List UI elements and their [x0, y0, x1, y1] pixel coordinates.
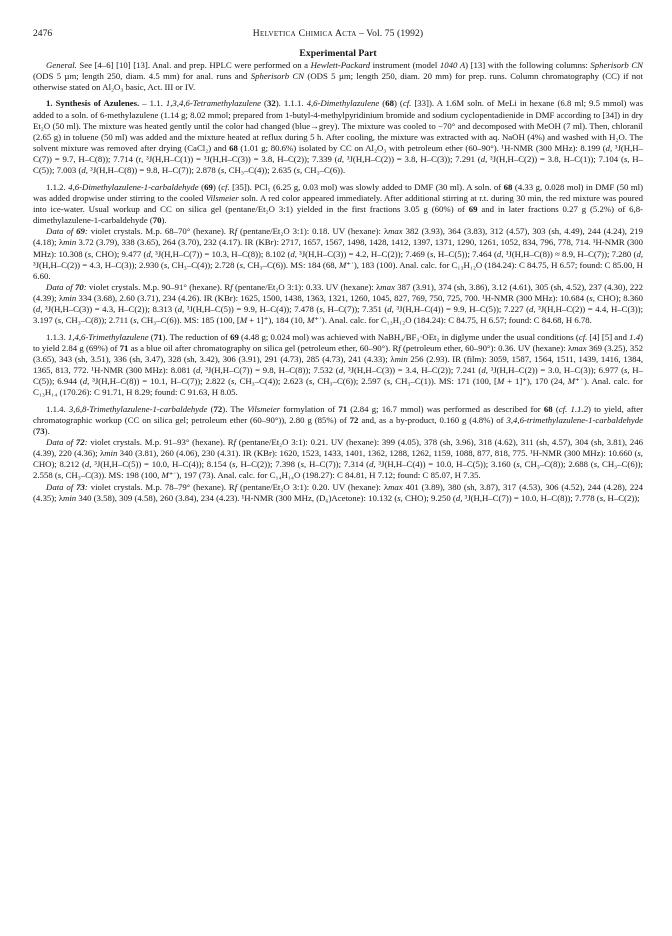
text-run: ³J(H,H–C(8)) = 9.8, H–C(7)); 2.878 (	[87, 165, 221, 176]
text-run: ³J(H,H–C(7)) = 10.0, H–C(8)); 7.778 (	[462, 492, 600, 503]
text-run: ). 1.1.1.	[275, 98, 307, 109]
text-run: [33]). A 1.6M soln. of MeLi in hexane (6.8 ml; 9.5 mmol) was added to a soln. of 6-methylazulene (1.14 g; 8.02 mmol; prepared from 1-butyl-4-methylpyridinium bromide and sodium cyclopentadienide in DMF according to [34]) in dry Et₂O (50 ml). The mixture was heated gently until the color had changed (blue→grey). The mixture was cooled to −70° and decomposed with MeOH (7 ml). Then, chloranil (2.65 g) in toluene (50 ml) was added and the mixture heated at reflux during 5 h. After cooling, the mixture was extracted with aq. NaOH (4%) and washed with H₂O. The solvent mixture was removed after drying (CaCl₂) and	[33, 98, 644, 154]
text-run: 4,6-Dimethylazulene	[306, 98, 380, 109]
text-run: violet crystals. M.p. 68–70° (hexane). R	[87, 226, 235, 237]
text-run: min	[63, 293, 77, 304]
paragraph-data-69	[33, 226, 643, 282]
text-run: 1. Synthesis of Azulenes.	[46, 98, 140, 109]
text-run: d,	[480, 154, 488, 165]
text-run: H–C(2)); 7.398 (	[237, 459, 301, 470]
text-run: s,	[386, 376, 393, 387]
text-run: CH₃–C(6)); 2.597 (	[314, 376, 387, 387]
text-run: Data of	[46, 281, 76, 292]
text-run: s,	[57, 315, 64, 326]
text-run: d,	[605, 143, 613, 154]
text-run: ³J(H,H–C(8)) = 10.1, H–C(7)); 2.822 (	[89, 376, 231, 387]
text-run: s,	[637, 448, 643, 459]
text-run: M	[306, 315, 315, 326]
text-run: 1,3,4,6-Tetramethylazulene	[165, 98, 262, 109]
text-run: s,	[300, 459, 307, 470]
text-run: s,	[163, 259, 170, 270]
text-run: s,	[319, 304, 325, 315]
text-run: 1.1.2.	[46, 181, 69, 192]
text-run: (	[552, 403, 559, 414]
text-run: CH₃–C(6)).	[302, 165, 346, 176]
text-run: d,	[338, 365, 346, 376]
text-run: See [4–6] [10] [13]. Anal. and prep. HPLC were performed on a	[76, 60, 311, 70]
text-run: 69	[468, 203, 478, 214]
text-run: min	[63, 237, 77, 248]
text-run: CH₃–C(4)); 2.623 (	[236, 376, 309, 387]
text-run: ³J(H,H–C(8)) ≈ 8.9, H–C(7)); 7.280 (	[503, 248, 637, 259]
text-run: s,	[220, 165, 227, 176]
text-run: d,	[496, 248, 504, 259]
text-run: s,	[430, 248, 436, 259]
text-run: violet crystals. M.p. 90–91° (hexane). R	[86, 281, 231, 292]
text-run: s,	[133, 315, 139, 326]
text-run: 72	[213, 403, 223, 414]
text-run: CH₃–C(4)); 2.728 (	[169, 259, 240, 270]
text-run: Spherisorb CN	[250, 71, 305, 82]
paragraph-data-70	[33, 282, 643, 327]
text-run: and in later fractions 0.27 g (5.2%) of 6,8-dimethylazulene-1-carbaldehyde (	[33, 203, 643, 226]
text-run: CH₃–C(8)); 2.711 (	[63, 315, 134, 326]
text-run: ) [13] with the following columns:	[465, 60, 591, 70]
text-run: 401 (3.89), 380 (sh, 3.87), 317 (4.53), 306 (4.52), 244 (4.28), 224 (4.35); λ	[33, 481, 644, 503]
text-run: formylation of	[280, 403, 339, 414]
text-run: 369 (3.25), 352 (3.65), 343 (sh, 3.51), 336 (sh, 3.47), 328 (sh, 3.42), 306 (3.91), 291 (4.73), 285 (4.73), 241 (4.33); λ	[33, 342, 643, 364]
text-run: 1.4	[629, 331, 641, 342]
text-run: s,	[593, 459, 600, 470]
text-run: ³J(H,H–C(2)) = 3.0, H–C(3)); 6.977 (	[487, 365, 624, 376]
text-run: (petroleum ether, 60–90°): 0.36. UV (hexane): λ	[400, 342, 573, 353]
paragraph-data-73	[33, 482, 643, 504]
text-run: :	[84, 226, 88, 237]
text-run: (4.33 g, 0.028 mol) in DMF (50 ml) was added dropwise under stirring to the cooled	[33, 181, 643, 203]
text-run: ) (	[212, 181, 222, 192]
text-run: d,	[387, 304, 394, 315]
page-number: 2476	[33, 28, 53, 39]
paragraph-synthesis-69	[33, 182, 643, 227]
text-run: violet crystals. M.p. 91–93° (hexane). R	[87, 437, 234, 447]
text-run: (pentane/Et₂O 3:1): 0.33. UV (hexane): λ	[232, 281, 381, 292]
text-run: (	[379, 98, 386, 109]
text-run: (1.01 g; 80.6%) isolated by CC on Al₂O₃ with petroleum ether (60–90°). ¹H-NMR (300 MHz): 8.199 (	[237, 143, 606, 154]
text-run: H–C(2));	[605, 492, 640, 503]
text-run: 256 (2.93). IR (film): 3059, 1587, 1564, 1511, 1439, 1416, 1384, 1365, 813, 772. ¹H-NMR (300 MHz): 8.081 (	[33, 353, 644, 376]
text-run: 1040 A	[439, 60, 466, 70]
text-run: s,	[623, 154, 630, 165]
text-run: max	[380, 281, 395, 292]
text-run: ).	[44, 425, 50, 436]
text-run: 71	[119, 342, 129, 353]
text-run: 71	[338, 403, 348, 414]
text-run: d,	[196, 365, 203, 376]
text-run: instrument (model	[370, 60, 440, 70]
text-run: CHO); 9.250 (	[402, 492, 456, 503]
text-run: H–C(5)); 7.464 (	[435, 248, 497, 259]
text-run: d,	[337, 154, 345, 165]
text-run: (	[207, 403, 214, 414]
text-run: s,	[231, 376, 237, 387]
text-run: s,	[308, 376, 315, 387]
paragraph-data-72	[33, 437, 643, 482]
text-run: Data of	[46, 437, 76, 447]
text-run: :	[84, 437, 88, 447]
text-run: ). The reduction of	[162, 331, 231, 342]
text-run: violet crystals. M.p. 78–79° (hexane). R	[87, 481, 235, 492]
running-header	[33, 28, 643, 42]
text-run: M	[496, 376, 505, 387]
text-run: ³J(H,H–C(3)) = 3.4, H–C(2)); 7.241 (	[345, 365, 482, 376]
text-run: (pentane/Et₂O 3:1): 0.18. UV (hexane): λ	[237, 226, 389, 237]
text-run: s,	[599, 492, 606, 503]
text-run: d,	[84, 459, 92, 470]
text-run: :	[84, 481, 88, 492]
text-run: f	[234, 226, 238, 237]
text-run: M	[567, 376, 575, 387]
text-run: ³J(H,H–C(5)) = 9.9, H–C(4)); 7.478 (	[184, 304, 320, 315]
text-run: 73	[35, 425, 45, 436]
text-run: (ODS 5 µm; length 250, diam. 4.5 mm) for anal. runs and	[33, 71, 251, 82]
text-run: H–C(5)); 7.003 (	[33, 154, 643, 176]
text-run: f	[234, 481, 238, 492]
text-run: s,	[232, 459, 238, 470]
text-run: s,	[296, 165, 303, 176]
text-run: Data of	[46, 481, 77, 492]
text-run: s,	[589, 293, 595, 304]
text-run: ³J(H,H–C(1)) = ³J(H,H–C(3)) = 3.8, H–C(2)); 7.339 (	[143, 154, 338, 165]
text-run: soln. A red color appeared immediately. After additional stirring at r.t. during 30 min, the red mixture was poured into ice-water. Usual workup and CC on silica gel (pentane/Et₂O 3:1) yielded in the first fractions 3.05 g (60%) of	[33, 192, 643, 214]
text-run: max	[572, 342, 587, 353]
text-run: H–C(5)); 6.944 (	[33, 365, 643, 387]
text-run: (	[148, 331, 154, 342]
text-run: CH₃–C(6)). MS: 184 (68,	[245, 259, 339, 270]
text-run: ³J(H,H–C(7)) = 9.7, H–C(8)); 7.714 (	[33, 143, 643, 165]
journal-page	[33, 28, 643, 504]
text-run: ³J(H,H–C(2)) = 4.3, H–C(3)); 2.930 (	[33, 259, 164, 270]
text-run: ) to yield 2.84 g (69%) of	[33, 331, 643, 353]
text-run: 69	[76, 226, 85, 237]
text-run: max	[388, 226, 403, 237]
text-run: CH₃–C(6)). MS: 185 (100, [	[138, 315, 240, 326]
text-run: d,	[529, 304, 536, 315]
journal-citation	[33, 28, 643, 39]
text-run: 71	[153, 331, 163, 342]
text-run: (	[261, 98, 267, 109]
text-run: (ODS 5 µm; length 250, diam. 20 mm) for prep. runs. Column chromatography (CC) if not otherwise stated on Al₂O₃ basic, Act. III or IV.	[33, 71, 643, 93]
text-run: ³J(H,H–C(4)) = 10.0, H–C(5)); 3.160 (	[375, 459, 517, 470]
text-run: M	[338, 259, 347, 270]
paragraph-synthesis-72	[33, 404, 643, 437]
text-run: 1.1.4.	[46, 403, 69, 414]
text-run: ).	[161, 215, 167, 226]
text-run: (4.48 g; 0.024 mol) was achieved with NaBH₄/BF₃·OEt₂ in diglyme under the usual conditions (	[238, 331, 579, 342]
text-run: d,	[81, 165, 88, 176]
text-run: d,	[636, 248, 643, 259]
text-run: + 1]⁺), 184 (10,	[247, 315, 307, 326]
paragraph-synthesis-71	[33, 332, 643, 399]
text-run: M	[161, 470, 169, 481]
text-run: [35]). PCl₅ (6.25 g, 0.03 mol) was slowly added to DMF (30 ml). A soln. of	[229, 181, 504, 192]
text-run: 69	[204, 181, 213, 192]
text-run: and, as a by-product, 0.160 g (4.8%) of	[358, 414, 507, 425]
text-run: f	[230, 281, 233, 292]
text-run: 68	[385, 98, 394, 109]
text-run: (	[198, 181, 205, 192]
text-run: cf.	[402, 98, 412, 109]
text-run: f	[233, 437, 237, 447]
text-run: Hewlett-Packard	[310, 60, 371, 70]
text-run: – 1.1.	[139, 98, 166, 109]
text-run: as a blue oil after chromatography on silica gel (petroleum ether, 60–90°). R	[128, 342, 399, 353]
text-run: min	[104, 448, 118, 459]
text-run: s,	[397, 492, 403, 503]
text-run: ⁺˙), 197 (73). Anal. calc. for C₁₄H₁₄O (198.27): C 84.81, H 7.12; found: C 85.07, H 7.35.	[168, 470, 481, 481]
text-run: CH₃–C(1)). MS: 171 (100, [	[392, 376, 497, 387]
text-run: 69	[230, 331, 239, 342]
text-run: 32	[266, 98, 276, 109]
text-run: ³J(H,H–C(7)) = 10.3, H–C(8)); 8.102 (	[152, 248, 291, 259]
text-run: [4] [5] and	[587, 331, 630, 342]
text-run: ⁺˙), 183 (100). Anal. calc. for C₁₃H₁₂O (184.24): C 84.75, H 6.57; found: C 85.00, H 6.60.	[33, 259, 643, 281]
text-run: 3.72 (3.79), 338 (3.65), 264 (3.70), 232 (4.17). IR (KBr): 2717, 1657, 1567, 1498, 1428, 1412, 1397, 1371, 1290, 1261, 1052, 834, 796, 778, 714. ¹H-NMR (300 MHz): 10.308 (	[33, 237, 643, 259]
text-run: ⁺˙). Anal. calc. for C₁₃H₁₄ (170.26): C 91.71, H 8.29; found: C 91.63, H 8.05.	[33, 376, 643, 398]
journal-volume: – Vol. 75 (1992)	[359, 28, 424, 39]
text-run: Vilsmeier	[247, 403, 281, 414]
text-run: H–C(7)); 7.314 (	[306, 459, 370, 470]
text-run: 1.1.3.	[46, 331, 68, 342]
text-run: cf.	[221, 181, 230, 192]
text-run: 334 (3.68), 2.60 (3.71), 234 (4.26). IR (KBr): 1625, 1500, 1438, 1363, 1321, 1260, 1045, 827, 769, 750, 725, 700. ¹H-NMR (300 MHz): 10.684 (	[76, 293, 590, 304]
text-run: CHO); 8.212 (	[33, 459, 85, 470]
text-run: min	[63, 492, 77, 503]
text-run: 68	[229, 143, 238, 154]
text-run: ³J(H,H–C(2)) = 4.4, H–C(3)); 3.197 (	[33, 304, 644, 326]
text-run: + 1]⁺), 170 (24,	[504, 376, 568, 387]
text-run: s,	[516, 459, 522, 470]
text-run: f	[398, 342, 401, 353]
text-run: :	[83, 281, 87, 292]
text-run: Spherisorb CN	[590, 60, 644, 70]
text-run: ) (	[393, 98, 403, 109]
text-run: CH₃–C(6)); 2.558 (	[33, 459, 643, 481]
text-run: (pentane/Et₂O 3:1): 0.21. UV (hexane): 399 (4.05), 378 (sh, 3.96), 318 (4.62), 311 (sh, 4.57), 304 (sh, 3.81), 246 (4.39), 220 (4.36); λ	[33, 437, 644, 459]
text-run: d,	[481, 365, 488, 376]
text-run: CH₃–C(3)). MS: 198 (100,	[63, 470, 162, 481]
text-run: 387 (3.91), 374 (sh, 3.86), 3.12 (4.61), 305 (sh, 4.52), 237 (4.30), 222 (4.39); λ	[33, 281, 644, 304]
text-run: Vilsmeier	[205, 192, 239, 203]
text-run: 68	[543, 403, 553, 414]
text-run: 3,6,8-Trimethylazulene-1-carbaldehyde	[68, 403, 208, 414]
text-run: 340 (3.81), 260 (4.06), 230 (4.31). IR (KBr): 1620, 1523, 1433, 1401, 1362, 1288, 1262, 1159, 1088, 877, 818, 775. ¹H-NMR (300 MHz): 10.660 (	[117, 448, 638, 459]
text-run: (	[33, 425, 36, 436]
text-run: 72	[75, 437, 85, 447]
text-run: CHO); 8.360 (	[33, 293, 643, 315]
text-run: 70	[152, 215, 162, 226]
text-run: d,	[82, 376, 90, 387]
text-run: H–C(7)); 7.351 (	[324, 304, 388, 315]
text-run: d,	[455, 492, 463, 503]
paragraph-general	[33, 60, 643, 93]
text-run: 382 (3.93), 364 (3.83), 312 (4.57), 303 (sh, 4.49), 244 (4.24), 219 (4.18); λ	[33, 226, 644, 248]
text-run: 4,6-Dimethylazulene-1-carbaldehyde	[68, 181, 199, 192]
text-run: cf.	[578, 331, 588, 342]
text-run: 340 (3.58), 309 (4.58), 260 (3.84), 234 (4.23). ¹H-NMR (300 MHz, (D₆)Acetone): 10.132 (	[76, 492, 398, 503]
text-run: t,	[138, 154, 144, 165]
text-run: ). The	[222, 403, 248, 414]
text-run: (2.84 g; 16.7 mmol) was performed as described for	[347, 403, 544, 414]
text-run: min	[394, 353, 408, 364]
text-run: 70	[75, 281, 84, 292]
text-run: s,	[239, 259, 246, 270]
text-run: ³J(H,H–C(4)) = 9.9, H–C(5)); 7.227 (	[393, 304, 530, 315]
text-run: ³J(H,H–C(2)) = 3.8, H–C(1)); 7.104 (	[487, 154, 624, 165]
text-run: 73	[76, 481, 85, 492]
text-run: s,	[624, 365, 630, 376]
text-run: max	[388, 481, 403, 492]
text-run: d,	[35, 304, 43, 315]
text-run: M	[239, 315, 248, 326]
paragraph-synthesis-68	[33, 98, 643, 176]
text-run: ⁺˙). Anal. calc. for C₁₃H₁₂O (184.24): C 84.75, H 6.57; found: C 84.68, H 6.78.	[314, 315, 592, 326]
text-run: CH₃–C(4)); 2.635 (	[226, 165, 297, 176]
text-run: 72	[349, 414, 359, 425]
text-run: Data of	[46, 226, 77, 237]
text-run: ³J(H,H–C(3)) = 4.2, H–C(2)); 7.469 (	[296, 248, 431, 259]
text-run: 1,4,6-Trimethylazulene	[67, 331, 149, 342]
section-title: Experimental Part	[299, 48, 377, 59]
text-run: d,	[369, 459, 376, 470]
text-run: s,	[87, 248, 94, 259]
text-run: CH₃–C(8)); 2.688 (	[521, 459, 594, 470]
text-run: ³J(H,H–C(3)) = 4.3, H–C(2)); 8.313 (	[42, 304, 178, 315]
text-run: General.	[46, 60, 77, 70]
text-run: ) to yield, after chromatographic workup (CC on silica gel; petroleum ether (60–90°)), 2.80 g (85%) of	[33, 403, 644, 425]
text-run: cf. 1.1.2	[558, 403, 588, 414]
text-run: 3,4,6-trimethylazulene-1-carbaldehyde	[506, 414, 644, 425]
text-run: d,	[290, 248, 297, 259]
text-run: ³J(H,H–C(5)) = 10.0, H–C(4)); 8.154 (	[91, 459, 233, 470]
text-run: CHO); 9.477 (	[93, 248, 147, 259]
text-run: ³J(H,H–C(7)) = 9.8, H–C(8)); 7.532 (	[202, 365, 339, 376]
journal-name: Helvetica Chimica Acta	[252, 28, 357, 39]
text-run: d,	[177, 304, 185, 315]
text-run: (pentane/Et₂O 3:1): 0.20. UV (hexane): λ	[237, 481, 389, 492]
text-run: 68	[503, 181, 513, 192]
text-run: s,	[57, 470, 64, 481]
text-run: ³J(H,H–C(2)) = 3.8, H–C(3)); 7.291 (	[344, 154, 481, 165]
text-run: d,	[146, 248, 153, 259]
